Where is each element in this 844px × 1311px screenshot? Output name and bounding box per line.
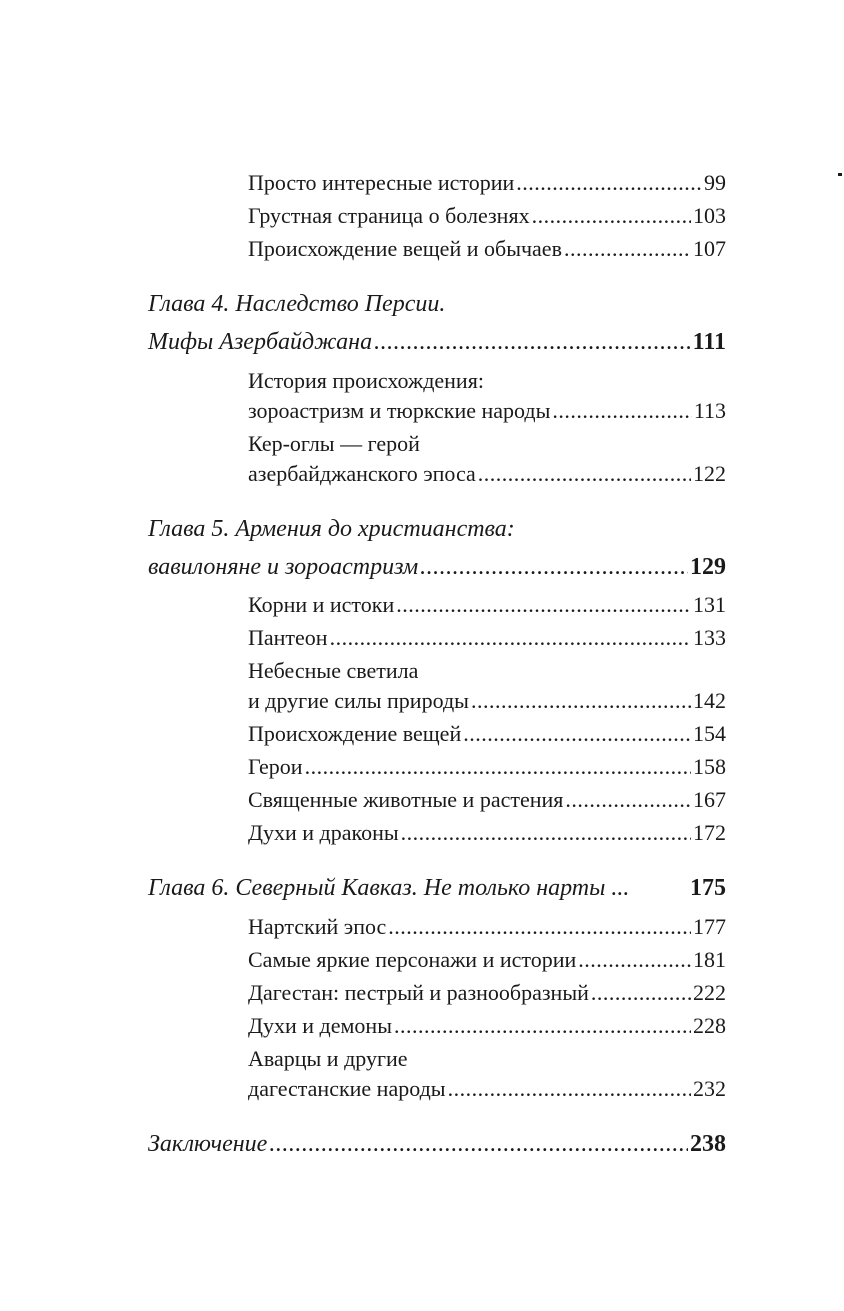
toc-entry[interactable]	[248, 1011, 726, 1041]
toc-entry[interactable]	[248, 1044, 726, 1074]
toc-entry[interactable]	[248, 686, 726, 716]
leader-dots	[565, 785, 691, 815]
toc-entry[interactable]	[248, 168, 726, 198]
toc-entry-title: Духи и драконы	[248, 820, 399, 845]
toc-entry[interactable]	[248, 459, 726, 489]
toc-entry[interactable]	[248, 234, 726, 264]
leader-dots	[401, 818, 691, 848]
chapter-title-line1: Глава 4. Наследство Персии.	[148, 291, 446, 317]
chapter-title-line2: вавилоняне и зороастризм	[148, 554, 419, 580]
toc-entry-title-line2: дагестанские народы	[248, 1076, 446, 1101]
toc-entry-page: 122	[693, 461, 726, 486]
toc-entry-title-line2: и другие силы природы	[248, 688, 469, 713]
leader-dots	[388, 912, 691, 942]
toc-entry-page: 222	[693, 980, 726, 1005]
toc-entry-title-line1: Небесные светила	[248, 658, 419, 683]
toc-entry-page: 172	[693, 820, 726, 845]
toc-entry-page: 154	[693, 721, 726, 746]
toc-entry-title: Грустная страница о болезнях	[248, 203, 530, 228]
chapter-page: 129	[690, 554, 726, 580]
chapter-heading[interactable]	[148, 513, 726, 545]
chapter-title: Заключение	[148, 1131, 268, 1157]
leader-dots	[330, 623, 691, 653]
toc-entry-page: 232	[693, 1076, 726, 1101]
toc-entry-title-line2: азербайджанского эпоса	[248, 461, 476, 486]
toc-entry-page: 133	[693, 625, 726, 650]
toc-entry-page: 181	[693, 947, 726, 972]
toc-entry[interactable]	[248, 978, 726, 1008]
chapter-heading[interactable]	[148, 1128, 726, 1160]
toc-entry-title: Дагестан: пестрый и разнообразный	[248, 980, 589, 1005]
margin-mark	[838, 173, 842, 176]
toc-entry-page: 103	[693, 203, 726, 228]
toc-entry[interactable]	[248, 945, 726, 975]
leader-dots	[478, 459, 691, 489]
toc-entry-title: Просто интересные истории	[248, 170, 515, 195]
toc-entry-page: 167	[693, 787, 726, 812]
toc-entry-title-line1: Кер-оглы — герой	[248, 431, 420, 456]
toc-entry[interactable]	[248, 818, 726, 848]
chapter-title-line2: Мифы Азербайджана	[148, 329, 373, 355]
toc-entry-title: Корни и истоки	[248, 592, 395, 617]
toc-entry[interactable]	[248, 752, 726, 782]
toc-entry-page: 228	[693, 1013, 726, 1038]
leader-dots	[448, 1074, 691, 1104]
chapter-title: Глава 6. Северный Кавказ. Не только нарты ...	[148, 875, 630, 901]
leader-dots	[532, 201, 691, 231]
leader-dots	[420, 551, 688, 583]
leader-dots	[396, 590, 691, 620]
toc-entry-title-line2: зороастризм и тюркские народы	[248, 398, 551, 423]
chapter-page: 111	[692, 329, 726, 355]
toc-entry[interactable]	[248, 912, 726, 942]
toc-entry[interactable]	[248, 656, 726, 686]
toc-entry-page: 142	[693, 688, 726, 713]
toc-entry[interactable]	[248, 366, 726, 396]
toc-entry-title-line1: Аварцы и другие	[248, 1046, 408, 1071]
toc-entry-title: Пантеон	[248, 625, 328, 650]
leader-dots	[269, 1128, 688, 1160]
toc-entry-title-line1: История происхождения:	[248, 368, 484, 393]
toc-entry-page: 113	[693, 398, 726, 423]
toc-entry-page: 177	[693, 914, 726, 939]
leader-dots	[471, 686, 691, 716]
toc-entry-page: 99	[704, 170, 726, 195]
leader-dots	[463, 719, 691, 749]
toc-entry[interactable]	[248, 396, 726, 426]
toc-entry-title: Нартский эпос	[248, 914, 387, 939]
chapter-page: 238	[690, 1131, 726, 1157]
toc-entry[interactable]	[248, 623, 726, 653]
toc-entry-page: 131	[693, 592, 726, 617]
leader-dots	[591, 978, 691, 1008]
leader-dots	[374, 326, 691, 358]
toc-entry-title: Священные животные и растения	[248, 787, 564, 812]
toc-entry-page: 158	[693, 754, 726, 779]
leader-dots	[394, 1011, 691, 1041]
toc-entry-title: Духи и демоны	[248, 1013, 392, 1038]
toc-entry-title: Самые яркие персонажи и истории	[248, 947, 577, 972]
chapter-page: 175	[690, 875, 726, 901]
toc-entry[interactable]	[248, 429, 726, 459]
toc-entry[interactable]	[248, 201, 726, 231]
leader-dots	[552, 396, 691, 426]
toc-entry-title: Происхождение вещей	[248, 721, 462, 746]
leader-dots	[516, 168, 702, 198]
toc-entry-title: Герои	[248, 754, 303, 779]
chapter-heading[interactable]	[148, 551, 726, 583]
leader-dots	[564, 234, 691, 264]
leader-dots	[305, 752, 691, 782]
toc-entry[interactable]	[248, 785, 726, 815]
chapter-heading[interactable]	[148, 288, 726, 320]
toc-entry-page: 107	[693, 236, 726, 261]
toc-entry[interactable]	[248, 590, 726, 620]
chapter-heading[interactable]	[148, 872, 726, 904]
toc-entry[interactable]	[248, 719, 726, 749]
chapter-title-line1: Глава 5. Армения до христианства:	[148, 516, 515, 542]
toc-entry[interactable]	[248, 1074, 726, 1104]
chapter-heading[interactable]	[148, 326, 726, 358]
toc-entry-title: Происхождение вещей и обычаев	[248, 236, 562, 261]
leader-dots	[578, 945, 691, 975]
